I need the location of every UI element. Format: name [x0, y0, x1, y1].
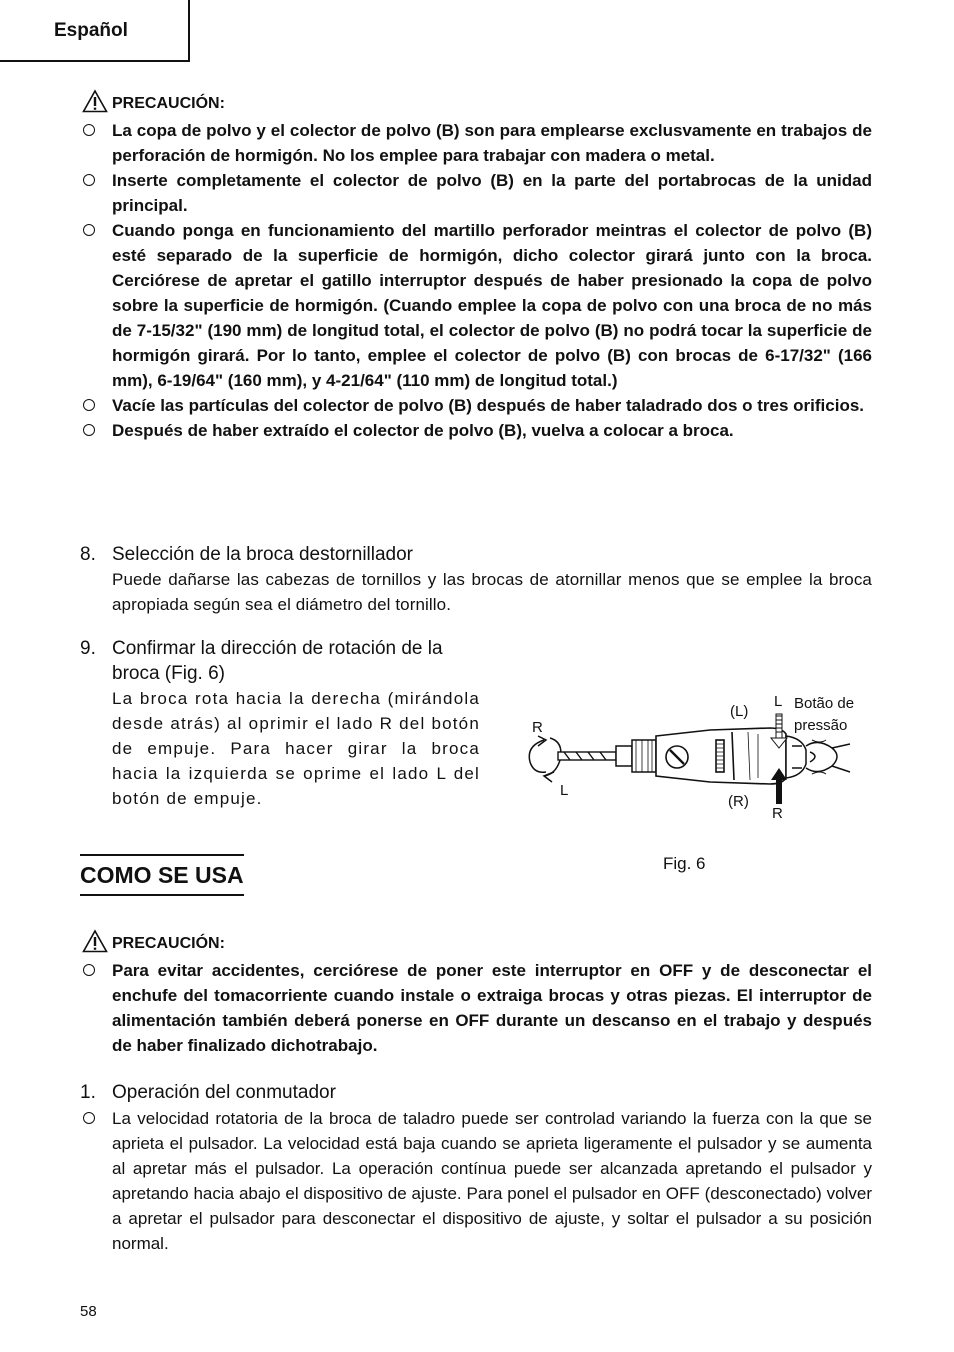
drill-rotation-figure	[520, 688, 880, 828]
language-tab	[0, 0, 190, 62]
warning-icon	[82, 929, 108, 953]
list-item: Para evitar accidentes, cerciórese de poner este interruptor en OFF y de desconectar el enchufe del tomacorriente cuando instale o extraiga brocas y otras piezas. El interruptor de alimentación también deberá ponerse en OFF durante un descanso en el trabajo y después de haber finalizado dichotrabajo.	[80, 958, 872, 1058]
list-item: Cuando ponga en funcionamiento del martillo perforador meintras el colector de polvo (B) esté separado de la superficie de hormigón, dicho colector girará junto con la broca. Cerciórese de apretar el gatillo interruptor después de haber presionado la copa de polvo sobre la superficie de hormigón. (Cuando emplee la copa de polvo con una broca de no más de 7-15/32" (190 mm) de longitud total, el colector de polvo (B) no podrá tocar la superficie de hormigón girará. Por lo tanto, emplee el colector de polvo (B) con brocas de 6-17/32" (166 mm), 6-19/64" (160 mm), y 4-21/64" (110 mm) de longitud total.)	[80, 218, 872, 393]
figure-label-r-bottom: R	[772, 805, 783, 822]
caution-list	[80, 118, 872, 443]
figure-caption: Fig. 6	[663, 854, 706, 873]
rotation-arrows-icon	[529, 736, 561, 782]
bullet-circle-icon	[83, 399, 95, 411]
figure-label-r-paren: (R)	[728, 793, 749, 810]
figure-label-l-paren: (L)	[730, 703, 749, 720]
section-1-list	[80, 1106, 872, 1256]
list-item: Vacíe las partículas del colector de polvo (B) después de haber taladrado dos o tres orificios.	[80, 393, 872, 418]
section-title: Operación del conmutador	[112, 1082, 336, 1103]
bullet-circle-icon	[83, 964, 95, 976]
caution-title: PRECAUCIÓN:	[112, 95, 225, 112]
warning-icon	[82, 89, 108, 113]
caution-title: PRECAUCIÓN:	[112, 935, 225, 952]
list-item: Inserte completamente el colector de polvo (B) en la parte del portabrocas de la unidad principal.	[80, 168, 872, 218]
section-title: Selección de la broca destornillador	[112, 544, 414, 565]
section-number: 9.	[80, 638, 96, 659]
page-number: 58	[80, 1303, 97, 1320]
drill-body	[656, 728, 786, 784]
section-1	[80, 1080, 872, 1105]
list-item: Después de haber extraído el colector de polvo (B), vuelva a colocar a broca.	[80, 418, 872, 443]
figure-label-l-top: L	[774, 693, 783, 710]
section-title: Confirmar la dirección de rotación de la broca (Fig. 6)	[112, 638, 443, 684]
drill-bit	[558, 752, 616, 760]
figure-label-r-left: R	[532, 719, 543, 736]
section-body: Puede dañarse las cabezas de tornillos y las brocas de atornillar menos que se emplee la broca apropiada según sea el diámetro del tornillo.	[112, 570, 872, 614]
list-item: La velocidad rotatoria de la broca de taladro puede ser controlad variando la fuerza con la que se aprieta el pulsador. La velocidad está baja cuando se aprieta ligeramente el pulsador y se aumenta al apretar más el pulsador. La operación contínua puede ser alcanzada apretando el pulsador y apretando hacia abajo el dispositivo de ajuste. Para ponel el pulsador en OFF (desconectado) volver a apretar el pulsador para desconectar el dispositivo de ajuste, y soltar el pulsador a su posición normal.	[80, 1106, 872, 1256]
section-body: La broca rota hacia la derecha (mirándola desde atrás) al oprimir el lado R del botón de empuje. Para hacer girar la broca hacia la izquierda se oprime el lado L del botón de empuje.	[112, 689, 480, 808]
bullet-circle-icon	[83, 124, 95, 136]
figure-label-l-left: L	[560, 782, 569, 799]
section-number: 1.	[80, 1082, 96, 1103]
section-8	[80, 542, 872, 617]
caution-heading	[82, 89, 225, 113]
button-label-line2: pressão	[794, 717, 848, 734]
drill-chuck	[616, 740, 656, 772]
bullet-circle-icon	[83, 1112, 95, 1124]
language-label: Español	[54, 20, 128, 41]
bullet-circle-icon	[83, 174, 95, 186]
section-heading-como-se-usa: COMO SE USA	[80, 854, 244, 896]
caution-heading	[82, 929, 225, 953]
bullet-circle-icon	[83, 424, 95, 436]
button-label-line1: Botão de	[794, 695, 855, 712]
section-9	[80, 636, 480, 811]
list-item: La copa de polvo y el colector de polvo (B) son para emplearse exclusvamente en trabajos de perforación de hormigón. No los emplee para trabajar con madera o metal.	[80, 118, 872, 168]
push-button	[786, 736, 850, 778]
section-number: 8.	[80, 544, 96, 565]
caution-list	[80, 958, 872, 1058]
bullet-circle-icon	[83, 224, 95, 236]
